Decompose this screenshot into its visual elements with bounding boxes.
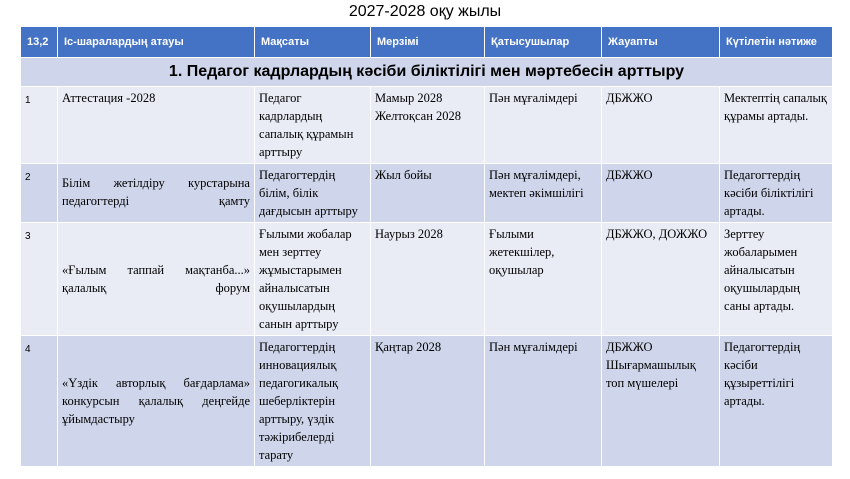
row-term: Жыл бойы [371,164,485,223]
table-row [21,336,833,467]
row-number: 3 [21,223,58,336]
table-row [21,164,833,223]
table-row [21,87,833,164]
row-term: Мамыр 2028 Желтоқсан 2028 [371,87,485,164]
row-number: 2 [21,164,58,223]
row-expected-result: Педагогтердің кәсіби құзыреттілігі артады. [720,336,833,467]
row-term: Наурыз 2028 [371,223,485,336]
header-event-name: Іс-шаралардың атауы [58,27,255,58]
row-event-name: «Үздік авторлық бағдарлама» конкурсын қалалық деңгейде ұйымдастыру [58,336,255,467]
row-event-name: «Ғылым таппай мақтанба...» қалалық форум [58,223,255,336]
row-participants: Пән мұғалімдері, мектеп әкімшілігі [485,164,602,223]
row-responsible: ДБЖЖО, ДОЖЖО [602,223,720,336]
header-goal: Мақсаты [255,27,371,58]
section-title: 1. Педагог кадрлардың кәсіби біліктілігі мен мәртебесін арттыру [21,58,833,87]
row-responsible: ДБЖЖО [602,164,720,223]
row-goal: Педагогтердің білім, білік дағдысын арттыру [255,164,371,223]
section-row [21,58,833,87]
row-goal: Педагог кадрлардың сапалық құрамын арттыру [255,87,371,164]
header-expected-result: Күтілетін нәтиже [720,27,833,58]
row-participants: Пән мұғалімдері [485,87,602,164]
header-participants: Қатысушылар [485,27,602,58]
header-number: 13,2 [21,27,58,58]
row-term: Қаңтар 2028 [371,336,485,467]
header-responsible: Жауапты [602,27,720,58]
row-goal: Педагогтердің инновациялық педагогикалық шеберліктерін арттыру, үздік тәжірибелерді тарату [255,336,371,467]
row-expected-result: Зерттеу жобаларымен айналысатын оқушылардың саны артады. [720,223,833,336]
row-expected-result: Педагогтердің кәсіби біліктілігі артады. [720,164,833,223]
page-title: 2027-2028 оқу жылы [348,3,502,20]
row-goal: Ғылыми жобалар мен зерттеу жұмыстарымен айналысатын оқушылардың санын арттыру [255,223,371,336]
row-responsible: ДБЖЖО Шығармашылық топ мүшелері [602,336,720,467]
row-participants: Пән мұғалімдері [485,336,602,467]
table-header-row [21,27,833,58]
row-number: 1 [21,87,58,164]
row-responsible: ДБЖЖО [602,87,720,164]
header-term: Мерзімі [371,27,485,58]
row-participants: Ғылыми жетекшілер, оқушылар [485,223,602,336]
row-event-name: Аттестация -2028 [58,87,255,164]
row-event-name: Білім жетілдіру курстарына педагогтерді қамту [58,164,255,223]
row-number: 4 [21,336,58,467]
row-expected-result: Мектептің сапалық құрамы артады. [720,87,833,164]
plan-table [20,26,833,467]
table-row [21,223,833,336]
